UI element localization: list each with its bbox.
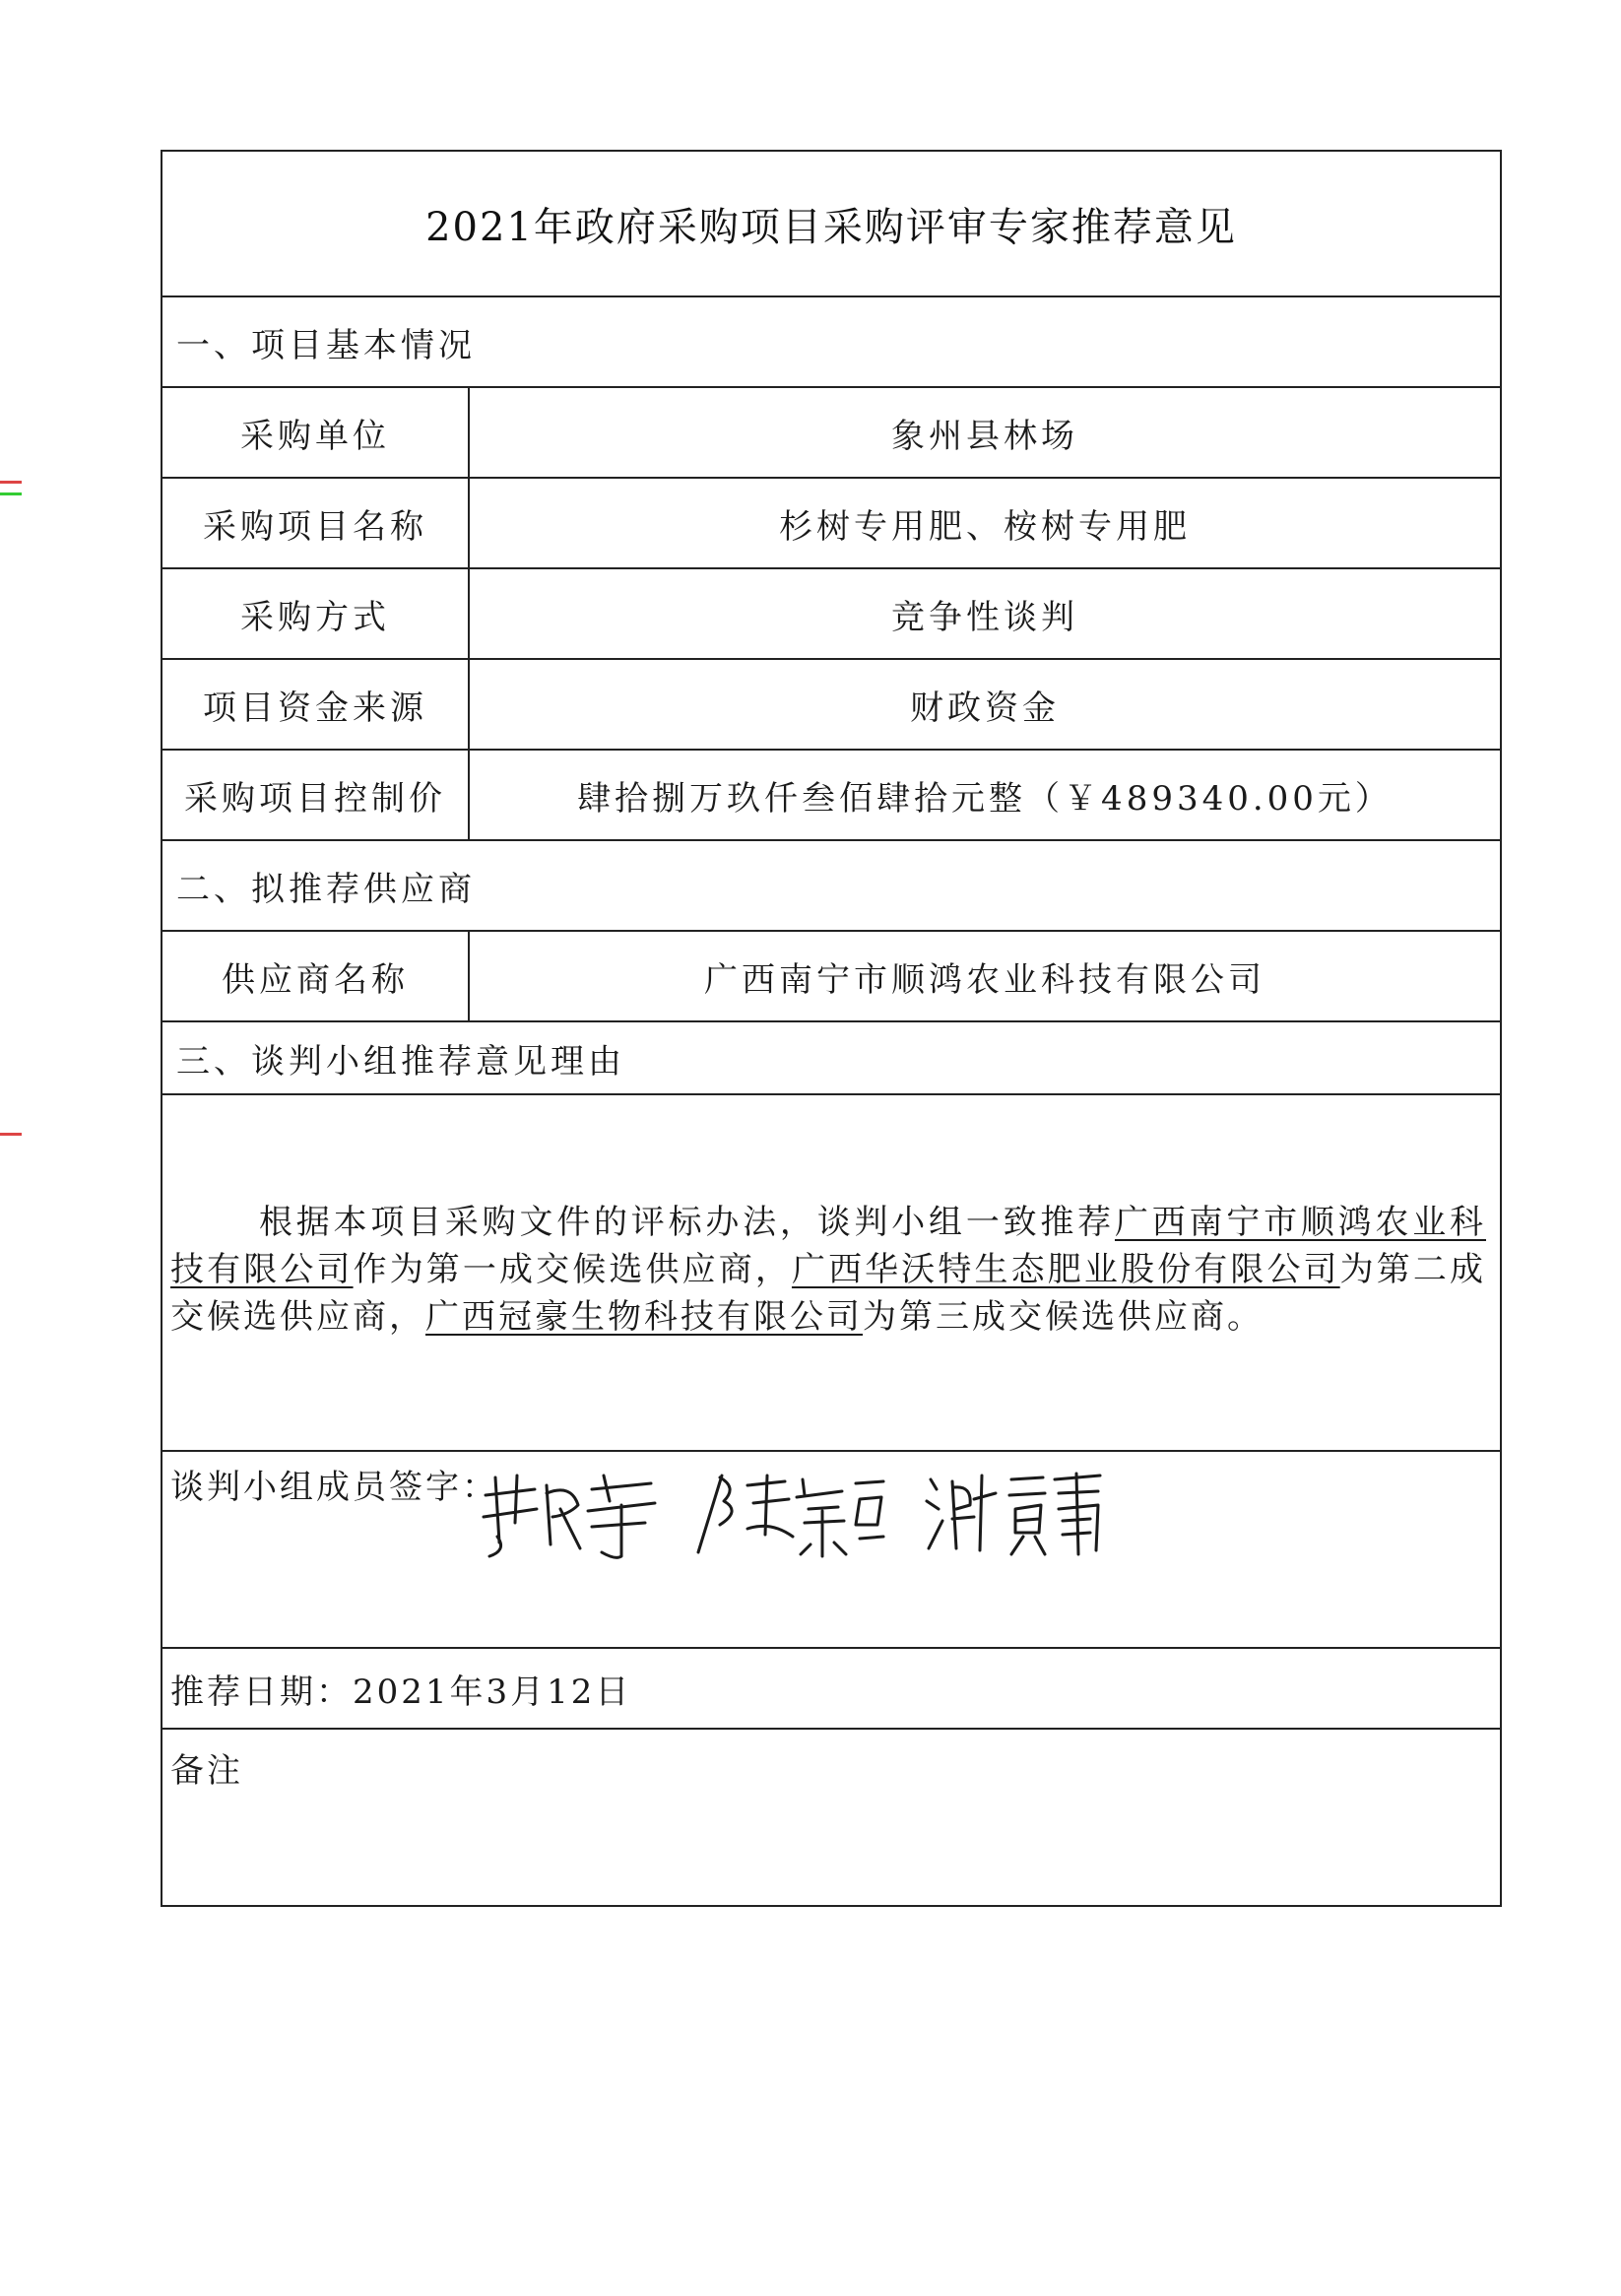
supplier-name-label: 供应商名称 xyxy=(162,932,470,1020)
section-reason-heading: 三、谈判小组推荐意见理由 xyxy=(162,1022,1500,1095)
reason-text-3: 为第二成交候选供应商， xyxy=(170,1250,1487,1337)
row-fund-source xyxy=(162,660,1500,751)
procurement-method-label: 采购方式 xyxy=(162,569,470,658)
first-candidate-supplier: 广西南宁市顺鸿农业科技有限公司 xyxy=(170,1203,1486,1289)
handwritten-signature-1 xyxy=(478,1466,665,1559)
section-supplier-heading: 二、拟推荐供应商 xyxy=(162,841,1500,932)
second-candidate-supplier: 广西华沃特生态肥业股份有限公司 xyxy=(791,1250,1340,1289)
row-project-name xyxy=(162,479,1500,569)
reason-text-4: 为第三成交候选供应商。 xyxy=(863,1297,1264,1337)
reason-text-1: 根据本项目采购文件的评标办法，谈判小组一致推荐 xyxy=(259,1203,1115,1242)
note-label: 备注 xyxy=(170,1751,243,1791)
procurement-method-value: 竞争性谈判 xyxy=(891,597,1078,637)
form-title: 2021年政府采购项目采购评审专家推荐意见 xyxy=(162,152,1500,297)
reason-body xyxy=(162,1095,1500,1452)
third-candidate-supplier: 广西冠豪生物科技有限公司 xyxy=(425,1297,863,1337)
supplier-name-value: 广西南宁市顺鸿农业科技有限公司 xyxy=(704,959,1265,1000)
handwritten-signature-3 xyxy=(921,1466,1108,1559)
project-name-value: 杉树专用肥、桉树专用肥 xyxy=(779,506,1191,547)
purchasing-unit-label: 采购单位 xyxy=(162,388,470,477)
control-price-label: 采购项目控制价 xyxy=(162,751,470,839)
fund-source-label: 项目资金来源 xyxy=(162,660,470,749)
row-control-price xyxy=(162,751,1500,841)
recommendation-date: 推荐日期：2021年3月12日 xyxy=(162,1649,1500,1730)
scan-edge-mark xyxy=(0,492,22,495)
row-procurement-method xyxy=(162,569,1500,660)
scan-edge-mark xyxy=(0,481,22,484)
reason-paragraph xyxy=(170,1199,1486,1341)
recommendation-form xyxy=(161,150,1502,1907)
project-name-label: 采购项目名称 xyxy=(162,479,470,567)
note-row xyxy=(162,1730,1500,1905)
scan-edge-mark xyxy=(0,1133,22,1136)
signature-label: 谈判小组成员签字： xyxy=(170,1468,498,1507)
purchasing-unit-value: 象州县林场 xyxy=(891,416,1078,456)
fund-source-value: 财政资金 xyxy=(910,688,1060,728)
reason-text-2: 作为第一成交候选供应商， xyxy=(353,1250,792,1289)
row-supplier-name xyxy=(162,932,1500,1022)
control-price-value: 肆拾捌万玖仟叁佰肆拾元整（￥489340.00元） xyxy=(577,778,1393,819)
handwritten-signature-2 xyxy=(694,1466,891,1559)
section-basic-info-heading: 一、项目基本情况 xyxy=(162,297,1500,388)
row-purchasing-unit xyxy=(162,388,1500,479)
signature-row xyxy=(162,1452,1500,1649)
